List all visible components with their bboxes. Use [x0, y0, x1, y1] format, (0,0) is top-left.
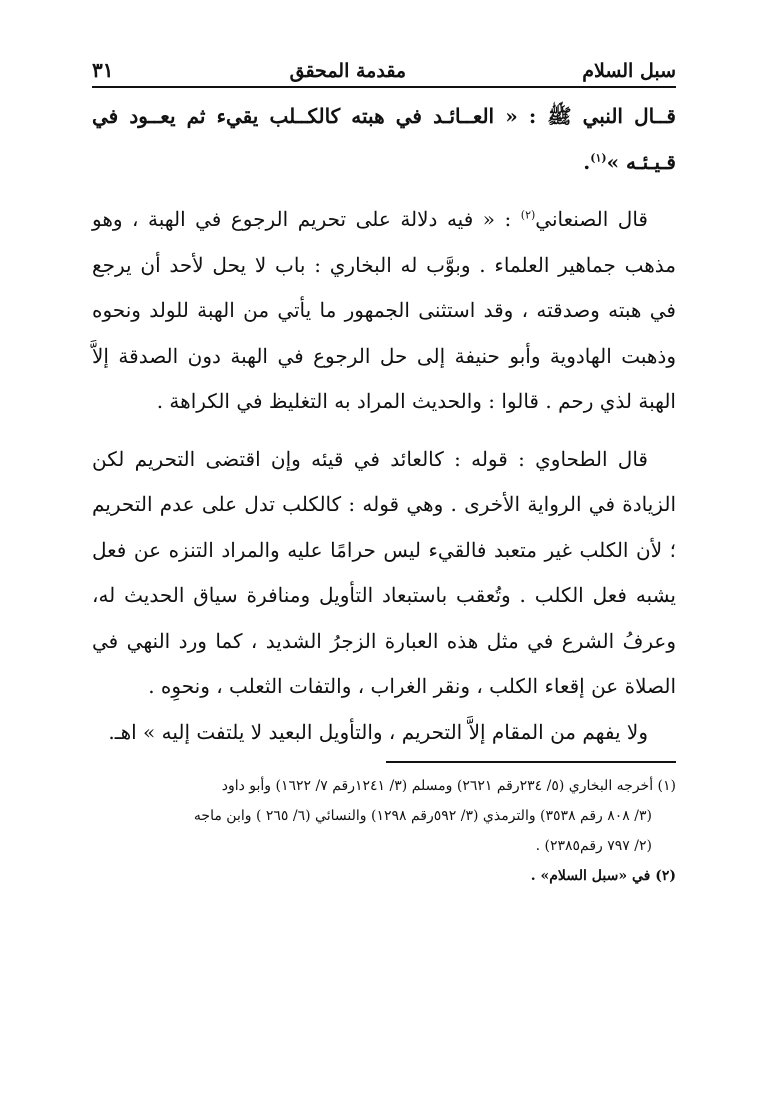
header-rule	[92, 86, 676, 88]
footnote-ref-1: (١)	[590, 150, 607, 164]
section-title: مقدمة المحقق	[289, 60, 407, 82]
footnote-1-line-3: (٢/ ٧٩٧ رقم٢٣٨٥) .	[535, 838, 652, 854]
main-text	[92, 94, 676, 755]
running-header	[92, 42, 676, 82]
footnote-1-line-2: (٣/ ٨٠٨ رقم ٣٥٣٨) والترمذي (٣/ ٥٩٢رقم ١٢٩٨) والنسائي (٦/ ٢٦٥ ) وابن ماجه	[193, 808, 652, 824]
paragraph-conclusion: ولا يفهم من المقام إلاَّ التحريم ، والتأويل البعيد لا يلتفت إليه » اهـ.	[108, 719, 648, 744]
footnotes	[92, 771, 676, 891]
footnote-2: (٢) في «سبل السلام» .	[530, 868, 676, 884]
book-title: سبل السلام	[582, 60, 676, 82]
sanani-quote: : « فيه دلالة على تحريم الرجوع في الهبة ، وهو مذهب جماهير العلماء . وبوَّب له البخاري : باب لا يحل لأحد أن يرجع في هبته وصدقته ، وقد استثنى الجمهور ما يأتي من الهبة للولد ونحوه وذهبت الهادوية وأبو حنيفة إلى حل الرجوع في الهبة دون الصدقة إلاَّ الهبة لذي رحم . قالوا : والحديث المراد به التغليظ في الكراهة .	[92, 207, 676, 413]
page-number: ٣١	[92, 58, 114, 82]
sanani-name: قال الصنعاني	[535, 207, 648, 231]
footnote-ref-2: (٢)	[520, 208, 536, 222]
footnote-1-line-1: (١) أخرجه البخاري (٥/ ٢٣٤رقم ٢٦٢١) ومسلم (٣/ ١٢٤١رقم ٧/ ١٦٢٢) وأبو داود	[221, 778, 676, 794]
footnote-rule	[386, 761, 676, 763]
paragraph-sanani	[92, 197, 676, 425]
hadith-end: .	[583, 149, 591, 174]
page	[92, 42, 676, 891]
paragraph-hadith	[92, 94, 676, 185]
paragraph-tahawi: قال الطحاوي : قوله : كالعائد في قيئه وإن اقتضى التحريم لكن الزيادة في الرواية الأخرى . وهي قوله : كالكلب تدل على عدم التحريم ؛ لأن الكلب غير متعبد فالقيء ليس حرامًا عليه والمراد التنزه عن فعل يشبه فعل الكلب . وتُعقب باستبعاد التأويل ومنافرة سياق الحديث له، وعرفُ الشرع في مثل هذه العبارة الزجرُ الشديد ، كما ورد النهي في الصلاة عن إقعاء الكلب ، ونقر الغراب ، والتفات الثعلب ، ونحوِه .	[92, 446, 676, 698]
hadith-text: قــال النبي ﷺ : « العــائـد في هبته كالكــلب يقيء ثم يعــود في قـيـئـه »	[92, 104, 676, 174]
